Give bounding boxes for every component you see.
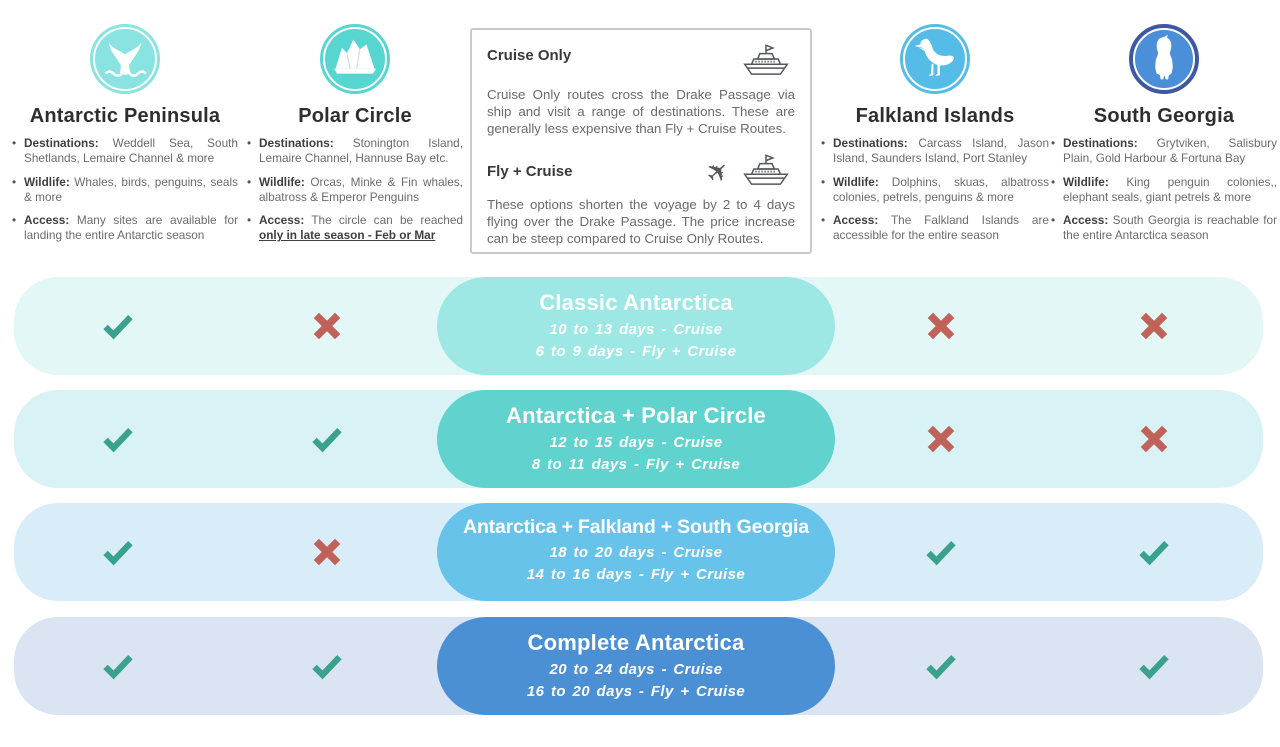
route-flycruise-duration: 14 to 16 days - Fly + Cruise (526, 566, 746, 583)
bullet-text: The Falkland Islands are accessible for the entire season (833, 213, 1049, 243)
route-flycruise-duration: 16 to 20 days - Fly + Cruise (526, 683, 746, 700)
route-flycruise-duration: 6 to 9 days - Fly + Cruise (535, 343, 737, 360)
route-cruise-duration: 20 to 24 days - Cruise (549, 661, 723, 678)
whale-tail-icon (90, 24, 160, 94)
availability-mark (1138, 536, 1170, 568)
cruise-ship-icon (737, 153, 795, 191)
bullet-text: Grytviken, Salisbury Plain, Gold Harbour & Fortuna Bay (1063, 136, 1277, 165)
bullet-text: Stonington Island, Lemaire Channel, Hannuse Bay etc. (259, 136, 463, 165)
info-section-cruise-only (487, 43, 795, 137)
column-polar-circle (247, 24, 463, 252)
availability-mark (311, 423, 343, 455)
bullet-wildlife (247, 175, 463, 205)
route-row-antarctica-falkland-south-georgia (14, 503, 1263, 601)
info-heading: Cruise Only (487, 47, 572, 64)
column-south-georgia (1051, 24, 1277, 252)
column-antarctic-peninsula (12, 24, 238, 252)
cruise-ship-icon (737, 43, 795, 81)
column-falkland-islands (821, 24, 1049, 252)
bullet-text: Many sites are available for landing the entire Antarctic season (24, 213, 238, 243)
airplane-icon: ✈ (699, 152, 737, 191)
route-flycruise-duration: 8 to 11 days - Fly + Cruise (531, 456, 741, 473)
availability-mark (102, 423, 134, 455)
route-row-antarctica-polar-circle (14, 390, 1263, 488)
route-pill (437, 277, 835, 375)
column-bullets (821, 136, 1049, 243)
bullet-access (821, 213, 1049, 243)
availability-mark (311, 650, 343, 682)
bullet-access (247, 213, 463, 243)
route-row-complete-antarctica (14, 617, 1263, 715)
bullet-wildlife (12, 175, 238, 205)
column-bullets (12, 136, 238, 243)
bullet-destinations (821, 136, 1049, 166)
availability-mark (925, 310, 957, 342)
availability-mark (102, 536, 134, 568)
column-bullets (1051, 136, 1277, 243)
route-pill (437, 617, 835, 715)
bullet-text: The circle can be reached (311, 213, 463, 228)
bullet-destinations (12, 136, 238, 166)
availability-mark (925, 650, 957, 682)
availability-mark (102, 650, 134, 682)
route-cruise-duration: 10 to 13 days - Cruise (549, 321, 723, 338)
bullet-destinations (1051, 136, 1277, 166)
bullet-label: Destinations: (24, 136, 99, 150)
albatross-icon (900, 24, 970, 94)
info-section-fly-cruise (487, 153, 795, 247)
bullet-text: Whales, birds, penguins, seals & more (24, 174, 239, 204)
bullet-text: King penguin colonies,, elephant seals, giant petrels & more (1063, 174, 1277, 204)
bullet-label: Wildlife: (833, 174, 879, 189)
bullet-label: Wildlife: (259, 174, 305, 189)
route-name: Classic Antarctica (539, 290, 733, 315)
route-pill (437, 390, 835, 488)
bullet-text: South Georgia is reachable for the entire Antarctica season (1063, 213, 1277, 243)
bullet-label: Access: (833, 213, 879, 228)
bullet-destinations (247, 136, 463, 166)
info-text: Cruise Only routes cross the Drake Passage via ship and visit a range of destinations. These are generally less expensive than Fly + Cruise Routes. (487, 87, 795, 137)
penguin-icon (1129, 24, 1199, 94)
column-title: South Georgia (1093, 105, 1235, 127)
route-name: Complete Antarctica (527, 630, 745, 655)
cruise-info-box (470, 28, 812, 254)
info-heading: Fly + Cruise (487, 163, 573, 181)
bullet-text: Carcass Island, Jason Island, Saunders Island, Port Stanley (833, 136, 1049, 165)
bullet-access (1051, 213, 1277, 243)
route-pill (437, 503, 835, 601)
availability-mark (102, 310, 134, 342)
availability-mark (1138, 650, 1170, 682)
bullet-access (12, 213, 238, 243)
availability-mark (1138, 310, 1170, 342)
column-title: Falkland Islands (855, 105, 1015, 127)
availability-mark (925, 423, 957, 455)
column-bullets (247, 136, 463, 243)
route-cruise-duration: 12 to 15 days - Cruise (549, 434, 723, 451)
bullet-text: Dolphins, skuas, albatross colonies, petrels, penguins & more (833, 174, 1049, 204)
route-cruise-duration: 18 to 20 days - Cruise (549, 544, 723, 561)
bullet-label: Access: (259, 213, 305, 228)
bullet-label: Wildlife: (1063, 174, 1109, 189)
bullet-label: Destinations: (259, 136, 334, 150)
route-name: Antarctica + Polar Circle (506, 403, 766, 428)
availability-mark (925, 536, 957, 568)
bullet-wildlife (1051, 175, 1277, 205)
availability-mark (1138, 423, 1170, 455)
bullet-text: Weddell Sea, South Shetlands, Lemaire Channel & more (24, 136, 238, 165)
bullet-label: Access: (1063, 213, 1109, 228)
availability-mark (311, 310, 343, 342)
column-title: Antarctic Peninsula (29, 105, 221, 127)
info-text: These options shorten the voyage by 2 to 4 days flying over the Drake Passage. The price increase can be steep compared to Cruise Only Routes. (487, 197, 795, 247)
bullet-emphasis: only in late season - Feb or Mar (259, 228, 436, 243)
availability-mark (311, 536, 343, 568)
bullet-wildlife (821, 175, 1049, 205)
bullet-text: Orcas, Minke & Fin whales, albatross & Emperor Penguins (259, 174, 464, 204)
iceberg-icon (320, 24, 390, 94)
route-name: Antarctica + Falkland + South Georgia (463, 516, 809, 538)
bullet-label: Wildlife: (24, 174, 70, 189)
route-row-classic-antarctica (14, 277, 1263, 375)
bullet-label: Destinations: (1063, 136, 1138, 150)
column-title: Polar Circle (298, 105, 412, 127)
bullet-label: Destinations: (833, 136, 908, 150)
bullet-label: Access: (24, 213, 70, 228)
